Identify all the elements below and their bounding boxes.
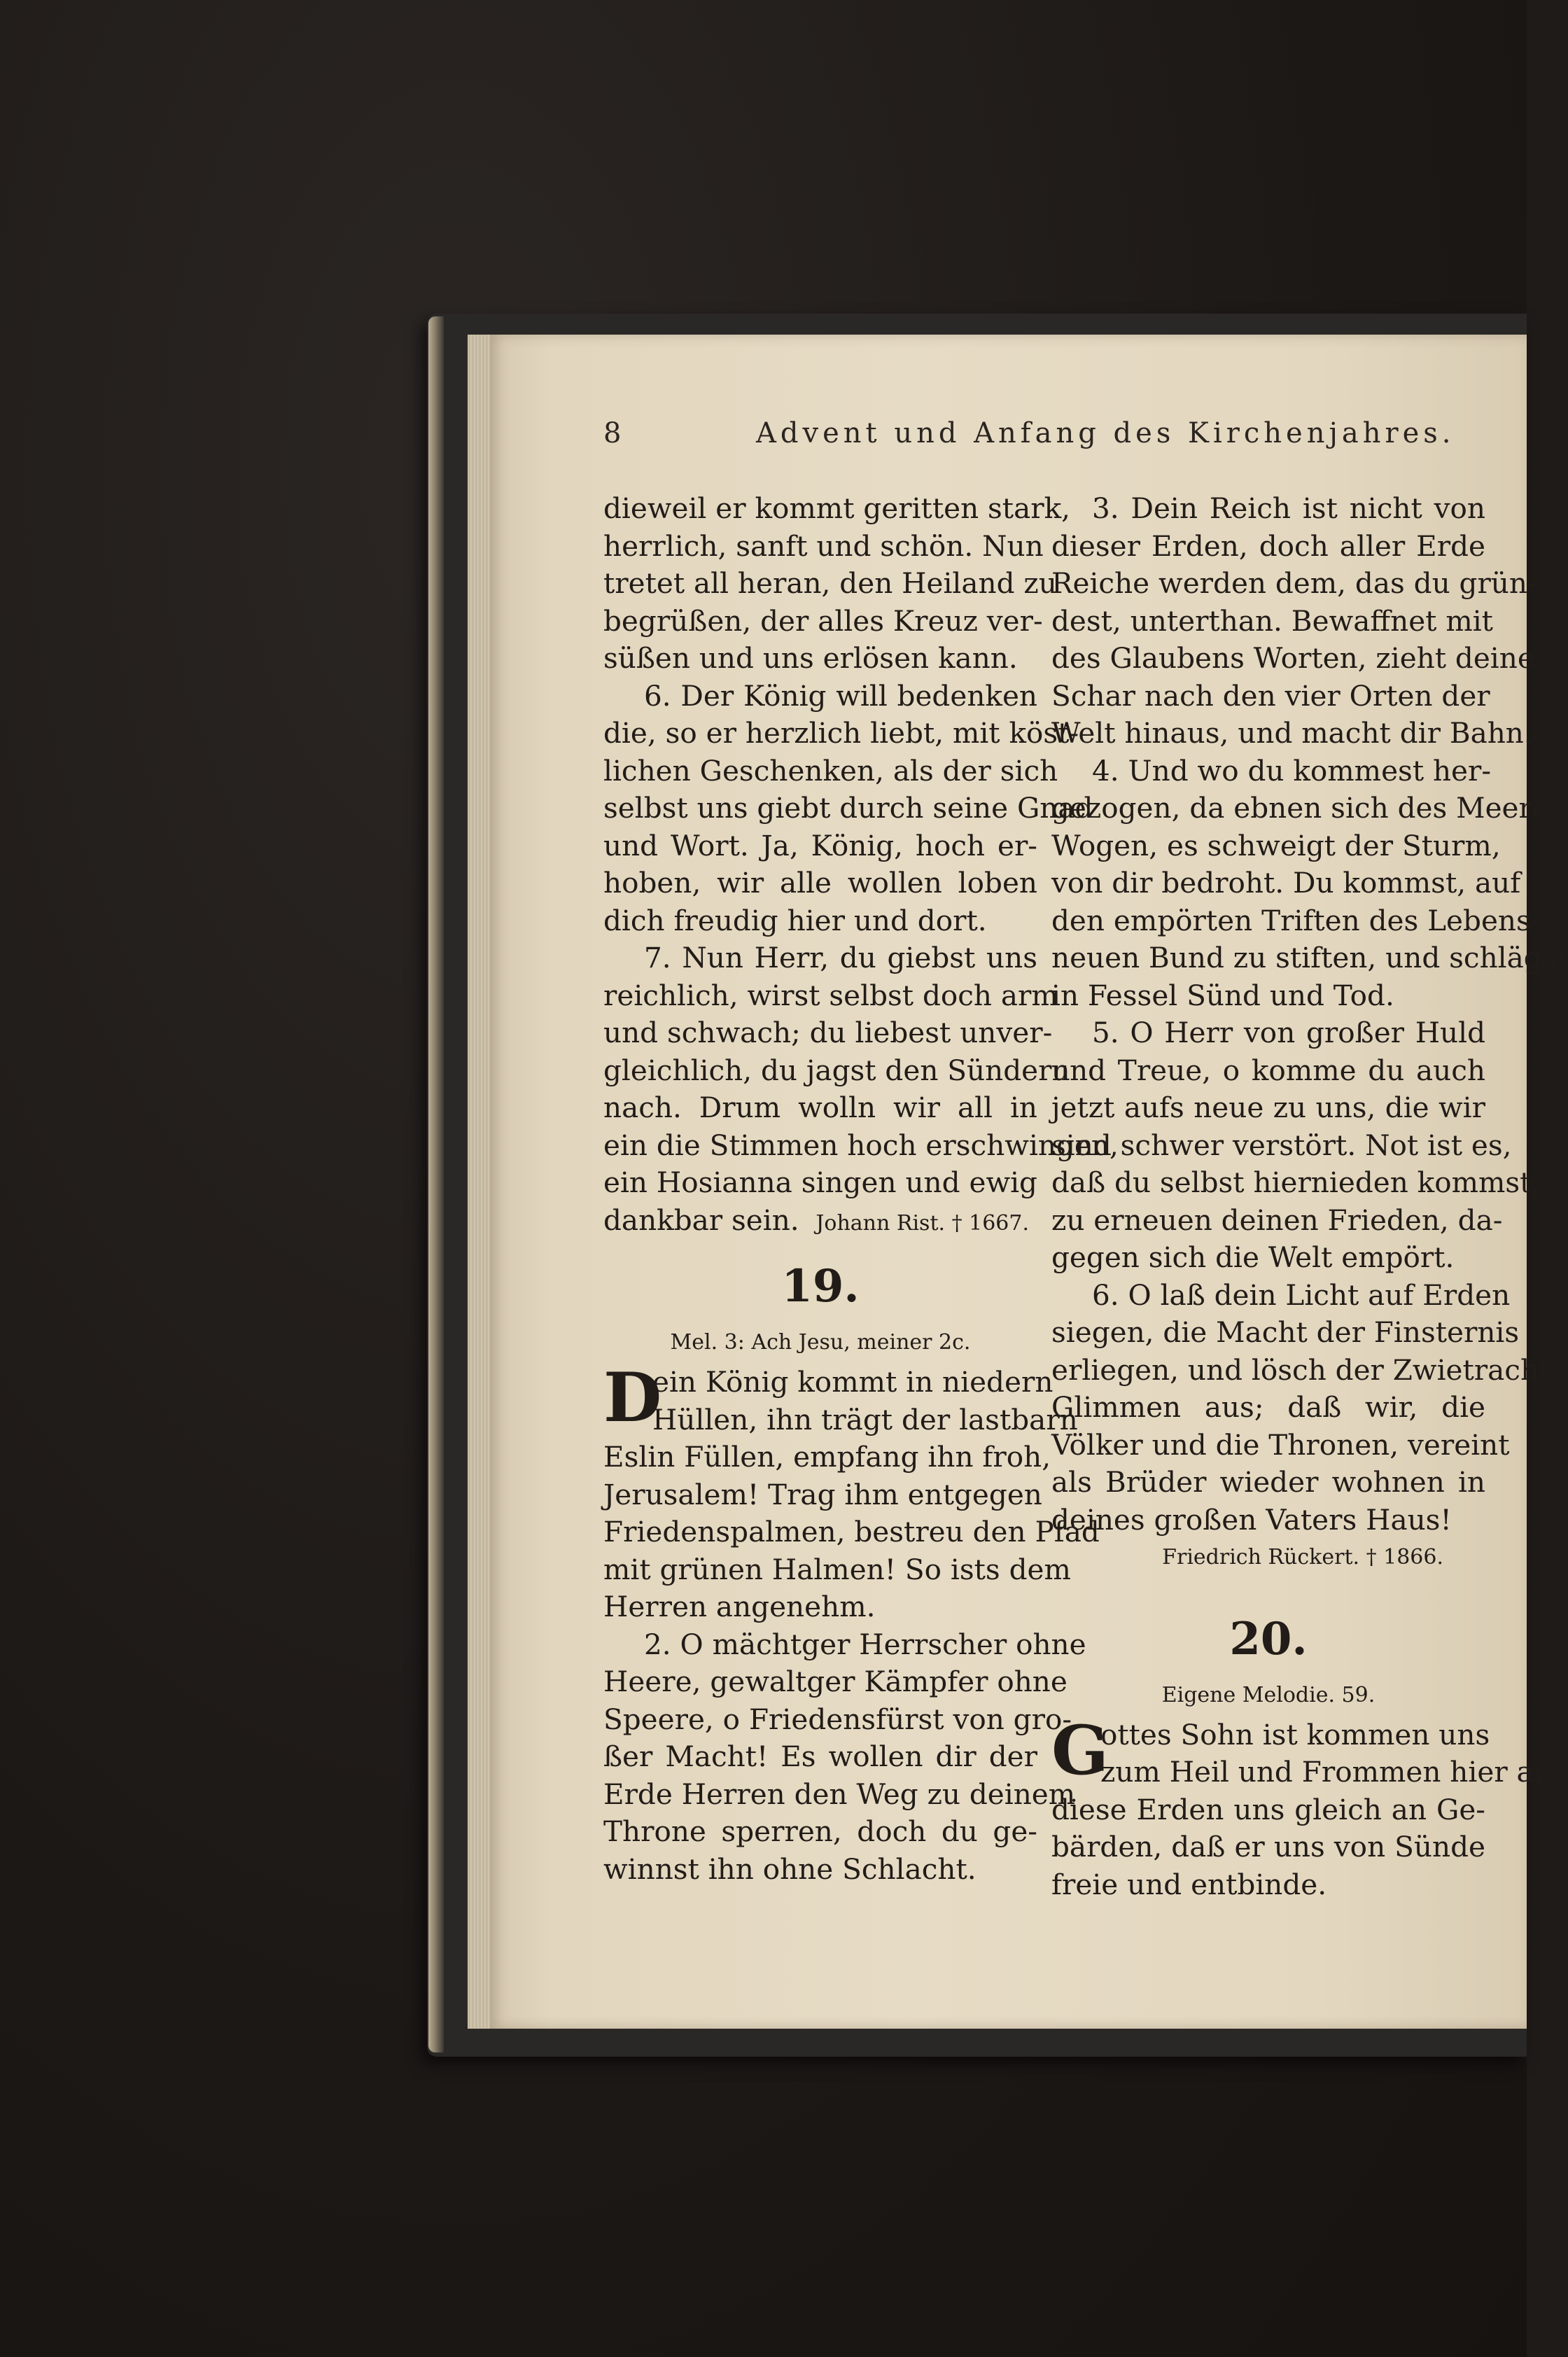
author-attribution: Johann Rist. † 1667. — [816, 1210, 1029, 1236]
text-line: ottes Sohn ist kommen uns — [1100, 1717, 1490, 1751]
text-line: lichen Geschenken, als der sich — [603, 753, 1058, 788]
verse-start: 3. Dein Reich ist nicht von — [1092, 491, 1485, 525]
text-line: Speere, o Friedensfürst von gro- — [603, 1702, 1072, 1736]
verse-start: 7. Nun Herr, du giebst uns — [644, 941, 1037, 974]
text-line: des Glaubens Worten, zieht deine — [1051, 641, 1534, 675]
running-title: Advent und Anfang des Kirchenjahres. — [756, 417, 1455, 449]
text-line: und Treue, o komme du auch — [1051, 1053, 1485, 1087]
text-line: gleichlich, du jagst den Sündern — [603, 1053, 1070, 1087]
hymn-number: 20. — [1229, 1612, 1308, 1665]
cover-edge — [428, 316, 444, 2052]
text-line: dankbar sein. — [603, 1203, 799, 1237]
verse-start: 6. Der König will bedenken — [644, 678, 1037, 713]
hymn-number: 19. — [781, 1260, 860, 1313]
hymn-opening — [603, 1358, 1078, 1439]
text-line: Völker und die Thronen, vereint — [1051, 1427, 1510, 1462]
text-line: ein König kommt in niedern — [652, 1365, 1054, 1399]
text-line: neuen Bund zu stiften, und schlägst — [1051, 941, 1568, 974]
verse-start: 5. O Herr von großer Huld — [1092, 1016, 1485, 1049]
text-line: dest, unterthan. Bewaffnet mit — [1051, 603, 1493, 638]
text-line: Wogen, es schweigt der Sturm, — [1051, 828, 1501, 862]
text-line: Eslin Füllen, empfang ihn froh, — [603, 1440, 1051, 1474]
text-line: Jerusalem! Trag ihm entgegen — [603, 1477, 1042, 1511]
text-line: Herren angenehm. — [603, 1590, 876, 1623]
text-line: dich freudig hier und dort. — [603, 903, 987, 937]
text-line: reichlich, wirst selbst doch arm — [603, 978, 1058, 1012]
text-line: diese Erden uns gleich an Ge- — [1051, 1792, 1485, 1826]
text-line: Reiche werden dem, das du grün- — [1051, 566, 1537, 600]
text-line: Friedenspalmen, bestreu den Pfad — [603, 1515, 1100, 1548]
text-line: und Wort. Ja, König, hoch er- — [603, 828, 1037, 862]
verse-start: 2. O mächtger Herrscher ohne — [644, 1627, 1086, 1661]
text-line: ßer Macht! Es wollen dir der — [603, 1740, 1037, 1773]
text-line: die, so er herzlich liebt, mit köst- — [603, 716, 1079, 750]
text-line: selbst uns giebt durch seine Gnad — [603, 791, 1093, 825]
text-line: Erde Herren den Weg zu deinem — [603, 1777, 1076, 1811]
verse-start: 6. O laß dein Licht auf Erden — [1092, 1278, 1511, 1312]
text-line: gezogen, da ebnen sich des Meeres — [1051, 791, 1564, 825]
text-line: hoben, wir alle wollen loben — [603, 866, 1037, 900]
text-line: freie und entbinde. — [1051, 1867, 1327, 1901]
text-line-with-attribution — [603, 1202, 1037, 1240]
text-line: herrlich, sanft und schön. Nun — [603, 529, 1044, 563]
text-line: jetzt aufs neue zu uns, die wir — [1051, 1091, 1485, 1124]
text-line: tretet all heran, den Heiland zu — [603, 566, 1057, 600]
text-line: begrüßen, der alles Kreuz ver- — [603, 603, 1043, 638]
text-line: erliegen, und lösch der Zwietracht — [1051, 1352, 1550, 1387]
page-header — [603, 417, 1455, 459]
text-line: Heere, gewaltger Kämpfer ohne — [603, 1665, 1068, 1698]
text-line: als Brüder wieder wohnen in — [1051, 1465, 1485, 1499]
text-line: ein Hosianna singen und ewig — [603, 1166, 1037, 1199]
right-column — [1051, 490, 1568, 1903]
text-line: den empörten Triften des Lebens — [1051, 903, 1531, 937]
drop-cap: G — [1051, 1710, 1109, 1790]
text-line: daß du selbst hiernieden kommst, — [1051, 1166, 1541, 1199]
text-line: Glimmen aus; daß wir, die — [1051, 1390, 1485, 1424]
text-line: dieser Erden, doch aller Erde — [1051, 529, 1485, 563]
text-line: deines großen Vaters Haus! — [1051, 1502, 1452, 1537]
text-line: mit grünen Halmen! So ists dem — [603, 1552, 1071, 1586]
text-line: in Fessel Sünd und Tod. — [1051, 978, 1394, 1012]
text-line: winnst ihn ohne Schlacht. — [603, 1852, 976, 1886]
page-stack-edge — [468, 335, 493, 2029]
melody-line: Mel. 3: Ach Jesu, meiner 2c. — [670, 1330, 971, 1355]
text-line: Throne sperren, doch du ge- — [603, 1814, 1037, 1848]
text-line: bärden, daß er uns von Sünde — [1051, 1830, 1485, 1863]
text-line: nach. Drum wolln wir all in — [603, 1091, 1037, 1124]
text-line: von dir bedroht. Du kommst, auf — [1051, 866, 1521, 900]
text-line: dieweil er kommt geritten stark, — [603, 491, 1071, 525]
melody-line: Eigene Melodie. 59. — [1161, 1682, 1376, 1707]
left-column — [603, 490, 1119, 1888]
verse-start: 4. Und wo du kommest her- — [1092, 753, 1492, 788]
text-line: ein die Stimmen hoch erschwingen, — [603, 1128, 1119, 1162]
drop-cap: D — [603, 1358, 662, 1437]
author-attribution: Friedrich Rückert. † 1866. — [1162, 1545, 1443, 1569]
text-line: zum Heil und Frommen hier auf — [1100, 1755, 1562, 1789]
text-line: süßen und uns erlösen kann. — [603, 641, 1018, 675]
hymn-opening — [1051, 1710, 1562, 1791]
text-line: sind schwer verstört. Not ist es, — [1051, 1128, 1512, 1162]
text-line: Welt hinaus, und macht dir Bahn. — [1051, 716, 1533, 750]
text-line: und schwach; du liebest unver- — [603, 1016, 1053, 1049]
text-line: gegen sich die Welt empört. — [1051, 1240, 1455, 1274]
text-line: siegen, die Macht der Finsternis — [1051, 1315, 1520, 1349]
page-number: 8 — [603, 417, 626, 449]
text-line: Schar nach den vier Orten der — [1051, 678, 1490, 713]
text-line: zu erneuen deinen Frieden, da- — [1051, 1203, 1503, 1237]
text-line: Hüllen, ihn trägt der lastbarn — [652, 1402, 1078, 1436]
